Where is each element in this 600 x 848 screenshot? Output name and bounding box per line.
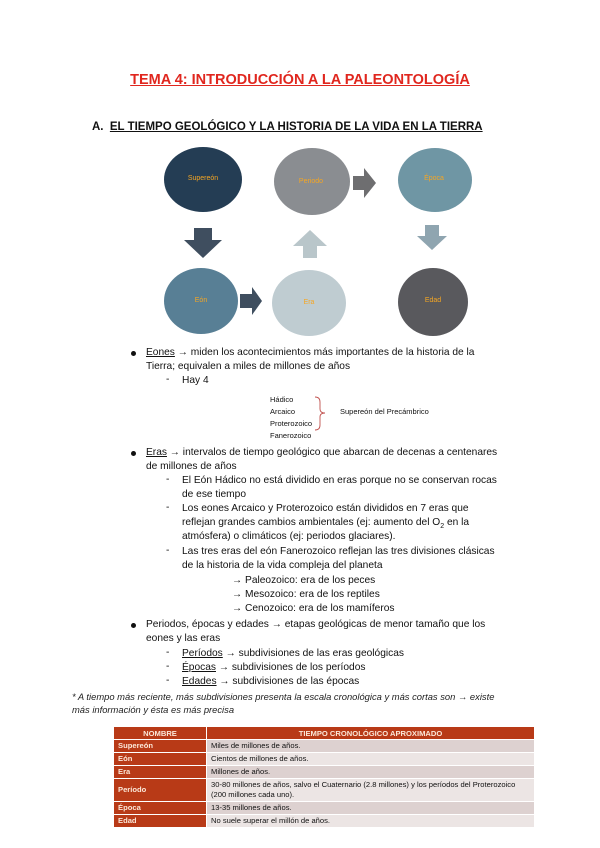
table-row xyxy=(114,802,535,815)
eras-s2c: atmósfera) o climáticos (ej: periodos glaciares). xyxy=(182,531,396,542)
eon-list-item: Arcaico xyxy=(270,407,296,416)
arrow-down-epoca-edad-icon xyxy=(417,225,447,250)
table-cell-value: Miles de millones de años. xyxy=(207,740,535,753)
periodos-sub-rest: → subdivisiones de las eras geológicas xyxy=(222,648,404,659)
era-arrow-item: → Cenozoico: era de los mamíferos xyxy=(232,603,395,614)
brace-icon xyxy=(314,396,328,432)
geologic-time-table xyxy=(113,726,535,828)
periodos-sub-rest: → subdivisiones de las épocas xyxy=(216,676,360,687)
section-heading-text: EL TIEMPO GEOLÓGICO Y LA HISTORIA DE LA VIDA EN LA TIERRA xyxy=(109,121,483,133)
table-cell-value: Millones de años. xyxy=(207,766,535,779)
dash-marker: - xyxy=(166,661,170,672)
note-line1: * A tiempo más reciente, más subdivisiones presenta la escala cronológica y más cortas son → existe xyxy=(72,691,495,702)
eones-text1: → miden los acontecimientos más importantes de la historia de la xyxy=(174,347,475,358)
table-cell-name: Era xyxy=(114,766,207,779)
eras-term: Eras xyxy=(146,447,167,458)
periodos-sub xyxy=(182,675,359,690)
table-row xyxy=(114,815,535,828)
eones-line1 xyxy=(146,346,528,361)
arrow-right-eon-era-icon xyxy=(240,287,262,315)
table-header-name: NOMBRE xyxy=(114,727,207,740)
eones-term: Eones xyxy=(146,347,175,358)
periodos-text2: eones y las eras xyxy=(146,633,221,644)
table-cell-name: Eón xyxy=(114,753,207,766)
dash-marker: - xyxy=(166,545,170,556)
arrow-right-periodo-epoca-icon xyxy=(353,168,376,198)
eras-s2b-post: en la xyxy=(444,517,470,528)
page-title: TEMA 4: INTRODUCCIÓN A LA PALEONTOLOGÍA xyxy=(130,72,470,88)
periodos-sub-term: Períodos xyxy=(182,648,223,659)
eras-line1 xyxy=(146,446,528,461)
periodos-sub xyxy=(182,647,404,662)
periodos-sub xyxy=(182,661,365,676)
eras-text1: → intervalos de tiempo geológico que abarcan de decenas a centenares xyxy=(166,447,498,458)
bullet-dot xyxy=(131,451,136,456)
node-epoca-label: Época xyxy=(424,175,444,182)
dash-marker: - xyxy=(166,502,170,513)
eon-list-item: Fanerozoico xyxy=(270,431,312,440)
eras-s2b-sub: 2 xyxy=(440,523,445,531)
eras-text2: de millones de años xyxy=(146,461,237,472)
table-row xyxy=(114,753,535,766)
note-line2: más información y ésta es más precisa xyxy=(72,704,235,715)
table-cell-value: No suele superar el millón de años. xyxy=(207,815,535,828)
node-periodo-label: Periodo xyxy=(298,178,324,185)
eras-s3a: Las tres eras del eón Fanerozoico reflejan las tres divisiones clásicas xyxy=(182,546,495,557)
eras-s1b: de ese tiempo xyxy=(182,489,246,500)
table-cell-value: 13-35 millones de años. xyxy=(207,802,535,815)
table-cell-name: Período xyxy=(114,779,207,802)
dash-marker: - xyxy=(166,675,170,686)
periodos-sub-term: Edades xyxy=(182,676,217,687)
table-header-time: TIEMPO CRONOLÓGICO APROXIMADO xyxy=(207,727,535,740)
eon-list-item: Hádico xyxy=(270,395,294,404)
table-row xyxy=(114,740,535,753)
node-edad-label: Edad xyxy=(424,297,442,304)
era-arrow-item: → Paleozoico: era de los peces xyxy=(232,575,376,586)
table-cell-value: Cientos de millones de años. xyxy=(207,753,535,766)
eras-s2b-pre: reflejan grandes cambios ambientales (ej: aumento del O xyxy=(182,517,441,528)
eon-list-item: Proterozoico xyxy=(270,419,313,428)
eras-s3b: de la historia de la vida compleja del planeta xyxy=(182,560,383,571)
table-row xyxy=(114,779,535,802)
arrow-up-era-periodo-icon xyxy=(293,230,327,258)
table-cell-name: Supereón xyxy=(114,740,207,753)
section-letter: A. xyxy=(92,121,104,133)
eones-sub1: Hay 4 xyxy=(182,375,209,386)
brace-label: Supereón del Precámbrico xyxy=(340,407,429,416)
table-cell-name: Época xyxy=(114,802,207,815)
diagram-arrows xyxy=(0,0,600,360)
periodos-text1: Periodos, épocas y edades → etapas geológicas de menor tamaño que los xyxy=(146,619,486,630)
table-cell-name: Edad xyxy=(114,815,207,828)
dash-marker: - xyxy=(166,374,170,385)
table-cell-value: 30-80 millones de años, salvo el Cuaternario (2.8 millones) y los períodos del Proterozoico (200 millones cada uno). xyxy=(207,779,535,802)
table-row xyxy=(114,766,535,779)
era-arrow-item: → Mesozoico: era de los reptiles xyxy=(232,589,380,600)
node-eon-label: Eón xyxy=(194,297,208,304)
bullet-dot xyxy=(131,351,136,356)
bullet-dot xyxy=(131,623,136,628)
node-supereon-label: Supereón xyxy=(187,175,219,182)
periodos-sub-rest: → subdivisiones de los períodos xyxy=(215,662,366,673)
eones-text2: Tierra; equivalen a miles de millones de años xyxy=(146,361,351,372)
node-era-label: Era xyxy=(303,299,315,306)
periodos-sub-term: Épocas xyxy=(182,662,216,673)
dash-marker: - xyxy=(166,647,170,658)
dash-marker: - xyxy=(166,474,170,485)
eras-s1a: El Eón Hádico no está dividido en eras porque no se conservan rocas xyxy=(182,475,497,486)
eras-s2a: Los eones Arcaico y Proterozoico están divididos en 7 eras que xyxy=(182,503,469,514)
arrow-down-supereon-eon-icon xyxy=(184,228,222,258)
table-header-row xyxy=(114,727,535,740)
